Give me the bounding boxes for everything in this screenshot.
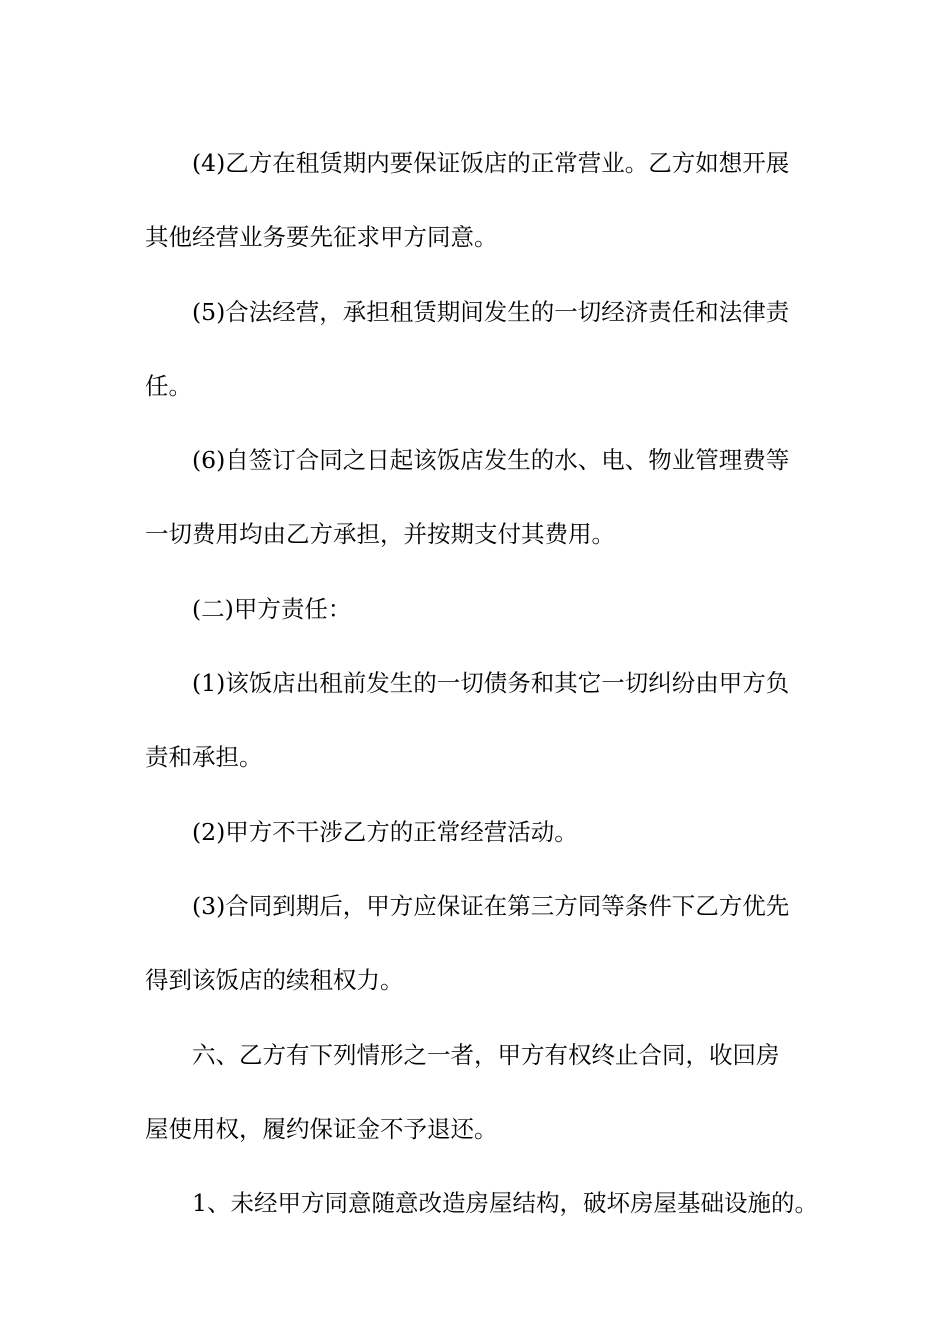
document-body bbox=[145, 126, 818, 1240]
article-6-item-1 bbox=[145, 1166, 818, 1240]
paragraph-party-a-clause-3 bbox=[145, 869, 815, 1018]
article-6-termination bbox=[145, 1018, 815, 1167]
paragraph-clause-4 bbox=[145, 126, 815, 275]
text-line: 六、乙方有下列情形之一者，甲方有权终止合同，收回房 bbox=[192, 1040, 780, 1069]
paragraph-party-a-clause-2 bbox=[145, 795, 815, 869]
text-line: (6)自签订合同之日起该饭店发生的水、电、物业管理费等 bbox=[192, 446, 790, 475]
text-line: (3)合同到期后，甲方应保证在第三方同等条件下乙方优先 bbox=[192, 891, 790, 920]
text-line: 其他经营业务要先征求甲方同意。 bbox=[145, 223, 498, 252]
text-line: 1、未经甲方同意随意改造房屋结构，破坏房屋基础设施的。 bbox=[192, 1189, 818, 1218]
text-line: 一切费用均由乙方承担，并按期支付其费用。 bbox=[145, 520, 615, 549]
text-line: (1)该饭店出租前发生的一切债务和其它一切纠纷由甲方负 bbox=[192, 669, 790, 698]
paragraph-clause-6 bbox=[145, 423, 815, 572]
text-line: 任。 bbox=[145, 371, 192, 400]
text-line: (2)甲方不干涉乙方的正常经营活动。 bbox=[192, 817, 578, 846]
text-line: (二)甲方责任： bbox=[192, 594, 352, 623]
text-line: 责和承担。 bbox=[145, 743, 263, 772]
paragraph-clause-5 bbox=[145, 275, 815, 424]
paragraph-party-a-clause-1 bbox=[145, 646, 815, 795]
text-line: 屋使用权，履约保证金不予退还。 bbox=[145, 1114, 498, 1143]
text-line: 得到该饭店的续租权力。 bbox=[145, 966, 404, 995]
text-line: (4)乙方在租赁期内要保证饭店的正常营业。乙方如想开展 bbox=[192, 149, 790, 177]
text-line: (5)合法经营，承担租赁期间发生的一切经济责任和法律责 bbox=[192, 297, 790, 326]
section-heading-party-a-duties bbox=[145, 572, 815, 646]
